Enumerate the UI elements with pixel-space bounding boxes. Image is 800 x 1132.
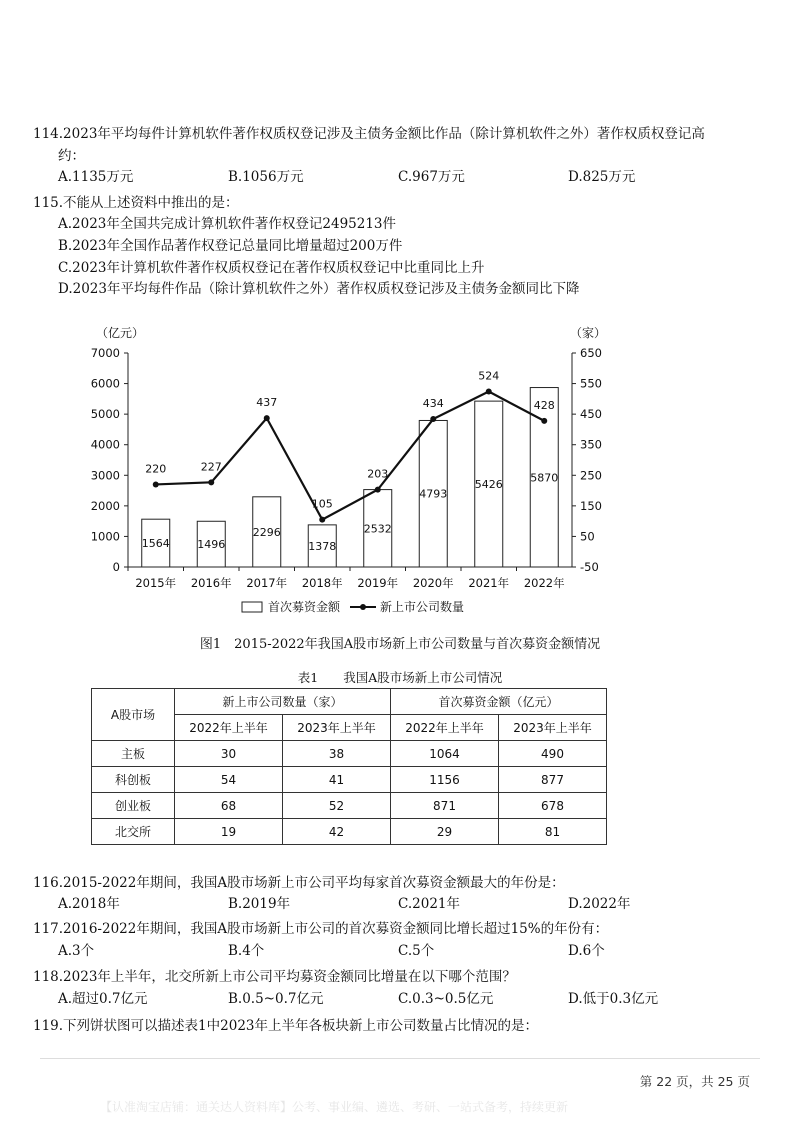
q116-stem: 116.2015-2022年期间，我国A股市场新上市公司平均每家首次募资金额最大的年份是： xyxy=(33,875,565,891)
x-tick-label: 2017年 xyxy=(246,576,288,590)
line-point xyxy=(208,479,214,485)
q116-option-b[interactable]: B.2019年 xyxy=(228,896,291,912)
q115-option-c[interactable]: C.2023年计算机软件著作权质权登记在著作权质权登记中比重同比上升 xyxy=(58,260,485,276)
table-header-row xyxy=(92,689,607,715)
line-data-label: 220 xyxy=(145,462,167,476)
q114-option-a[interactable]: A.1135万元 xyxy=(58,169,134,185)
table-cell: 1064 xyxy=(391,741,499,767)
left-tick-label: 5000 xyxy=(90,407,120,422)
table-cell: 877 xyxy=(499,767,607,793)
q118-option-b[interactable]: B.0.5~0.7亿元 xyxy=(228,991,324,1007)
q115-option-a[interactable]: A.2023年全国共完成计算机软件著作权登记2495213件 xyxy=(58,216,397,232)
legend-line-label: 新上市公司数量 xyxy=(380,600,465,614)
table-subheader: 2022年上半年 xyxy=(175,715,283,741)
right-tick-label: -50 xyxy=(580,560,599,574)
table-cell: 29 xyxy=(391,819,499,845)
left-tick-label: 2000 xyxy=(90,498,120,513)
q117-option-d[interactable]: D.6个 xyxy=(568,943,605,959)
right-tick-label: 450 xyxy=(580,407,602,422)
line-data-label: 428 xyxy=(533,398,555,412)
x-tick-label: 2019年 xyxy=(357,576,399,590)
q114-option-b[interactable]: B.1056万元 xyxy=(228,169,304,185)
q115-option-b[interactable]: B.2023年全国作品著作权登记总量同比增量超过200万件 xyxy=(58,238,403,254)
right-tick-label: 550 xyxy=(580,376,602,391)
q114-option-d[interactable]: D.825万元 xyxy=(568,169,636,185)
x-tick-label: 2020年 xyxy=(412,576,454,590)
table-subheader: 2022年上半年 xyxy=(391,715,499,741)
left-axis-unit: （亿元） xyxy=(95,326,145,340)
line-point xyxy=(486,389,492,395)
q116-option-d[interactable]: D.2022年 xyxy=(568,896,631,912)
q115-option-d[interactable]: D.2023年平均每件作品（除计算机软件之外）著作权质权登记涉及主债务金额同比下降 xyxy=(58,281,580,297)
q114-stem-line2: 约： xyxy=(58,148,85,164)
table-row xyxy=(92,793,607,819)
table-row-label: 创业板 xyxy=(92,793,175,819)
line-data-label: 105 xyxy=(311,497,333,511)
line-data-label: 524 xyxy=(478,369,500,383)
q117-stem: 117.2016-2022年期间，我国A股市场新上市公司的首次募资金额同比增长超过15%的年份有： xyxy=(33,921,609,937)
bar-data-label: 1378 xyxy=(308,539,337,553)
q115-stem: 115.不能从上述资料中推出的是： xyxy=(33,195,239,211)
table-cell: 42 xyxy=(283,819,391,845)
table1 xyxy=(91,688,607,845)
line-point xyxy=(153,481,159,487)
q117-option-c[interactable]: C.5个 xyxy=(398,943,435,959)
line-point xyxy=(541,418,547,424)
line-data-label: 434 xyxy=(422,397,444,411)
line-point xyxy=(375,487,381,493)
table-subheader: 2023年上半年 xyxy=(283,715,391,741)
table-row xyxy=(92,741,607,767)
right-tick-label: 150 xyxy=(580,498,602,513)
x-tick-label: 2021年 xyxy=(468,576,510,590)
left-tick-label: 3000 xyxy=(90,468,120,483)
x-tick-label: 2018年 xyxy=(301,576,343,590)
line-data-label: 227 xyxy=(200,460,222,474)
legend-bar-swatch xyxy=(242,602,262,612)
left-tick-label: 0 xyxy=(112,560,120,574)
q119-stem: 119.下列饼状图可以描述表1中2023年上半年各板块新上市公司数量占比情况的是： xyxy=(33,1018,539,1034)
line-data-label: 437 xyxy=(256,396,278,410)
right-axis-unit: （家） xyxy=(569,326,607,340)
right-tick-label: 650 xyxy=(580,346,602,360)
table-group-header-amount: 首次募资金额（亿元） xyxy=(391,689,607,715)
left-tick-label: 7000 xyxy=(90,346,120,360)
q118-option-d[interactable]: D.低于0.3亿元 xyxy=(568,991,659,1007)
line-data-label: 203 xyxy=(367,467,389,481)
bar-data-label: 4793 xyxy=(419,487,448,501)
table-row-label: 主板 xyxy=(92,741,175,767)
q118-stem: 118.2023年上半年，北交所新上市公司平均募资金额同比增量在以下哪个范围？ xyxy=(33,969,516,985)
table-cell: 1156 xyxy=(391,767,499,793)
left-tick-label: 1000 xyxy=(90,529,120,544)
chart-legend xyxy=(242,599,464,614)
q116-option-c[interactable]: C.2021年 xyxy=(398,896,460,912)
table-row-label: 北交所 xyxy=(92,819,175,845)
q118-option-c[interactable]: C.0.3~0.5亿元 xyxy=(398,991,494,1007)
left-tick-label: 6000 xyxy=(90,376,120,391)
table-cell: 41 xyxy=(283,767,391,793)
footer-divider xyxy=(40,1058,760,1059)
q117-option-b[interactable]: B.4个 xyxy=(228,943,265,959)
table-cell: 68 xyxy=(175,793,283,819)
right-tick-label: 50 xyxy=(580,529,595,544)
table-cell: 38 xyxy=(283,741,391,767)
table-cell: 490 xyxy=(499,741,607,767)
x-tick-label: 2016年 xyxy=(190,576,232,590)
q116-option-a[interactable]: A.2018年 xyxy=(58,896,120,912)
right-tick-label: 350 xyxy=(580,437,602,452)
bar-data-label: 1496 xyxy=(197,538,226,552)
table-cell: 678 xyxy=(499,793,607,819)
table-row xyxy=(92,819,607,845)
table-cell: 52 xyxy=(283,793,391,819)
table-cell: 19 xyxy=(175,819,283,845)
table-row xyxy=(92,767,607,793)
table-corner-header: A股市场 xyxy=(92,689,175,741)
watermark: 【认准淘宝店铺：通关达人资料库】公考、事业编、遴选、考研、一站式备考，持续更新 xyxy=(100,1100,569,1114)
right-tick-label: 250 xyxy=(580,468,602,483)
left-tick-label: 4000 xyxy=(90,437,120,452)
table-cell: 54 xyxy=(175,767,283,793)
line-point xyxy=(264,415,270,421)
q118-option-a[interactable]: A.超过0.7亿元 xyxy=(58,991,148,1007)
figure1-chart xyxy=(0,315,800,630)
x-tick-label: 2022年 xyxy=(523,576,565,590)
figure1-caption: 图1 2015-2022年我国A股市场新上市公司数量与首次募资金额情况 xyxy=(199,637,601,652)
table1-title: 表1 我国A股市场新上市公司情况 xyxy=(297,670,503,685)
line-point xyxy=(319,517,325,523)
table-row-label: 科创板 xyxy=(92,767,175,793)
bar-data-label: 5426 xyxy=(474,478,503,492)
line-point xyxy=(430,416,436,422)
table-cell: 81 xyxy=(499,819,607,845)
legend-bar-label: 首次募资金额 xyxy=(268,600,341,614)
q114-stem-line1: 114.2023年平均每件计算机软件著作权质权登记涉及主债务金额比作品（除计算机软件之外）著作权质权登记高 xyxy=(33,126,705,142)
chart-bars xyxy=(142,388,559,567)
x-tick-label: 2015年 xyxy=(135,576,177,590)
table-group-header-count: 新上市公司数量（家） xyxy=(175,689,391,715)
bar-data-label: 1564 xyxy=(141,537,170,551)
table-subheader: 2023年上半年 xyxy=(499,715,607,741)
q117-option-a[interactable]: A.3个 xyxy=(58,943,95,959)
bar-data-label: 2532 xyxy=(363,522,392,536)
legend-line-marker xyxy=(360,604,366,610)
table-cell: 871 xyxy=(391,793,499,819)
page-number: 第 22 页，共 25 页 xyxy=(639,1074,750,1089)
bar-data-label: 2296 xyxy=(252,525,281,539)
q114-option-c[interactable]: C.967万元 xyxy=(398,169,465,185)
bar-data-label: 5870 xyxy=(530,471,559,485)
table-cell: 30 xyxy=(175,741,283,767)
